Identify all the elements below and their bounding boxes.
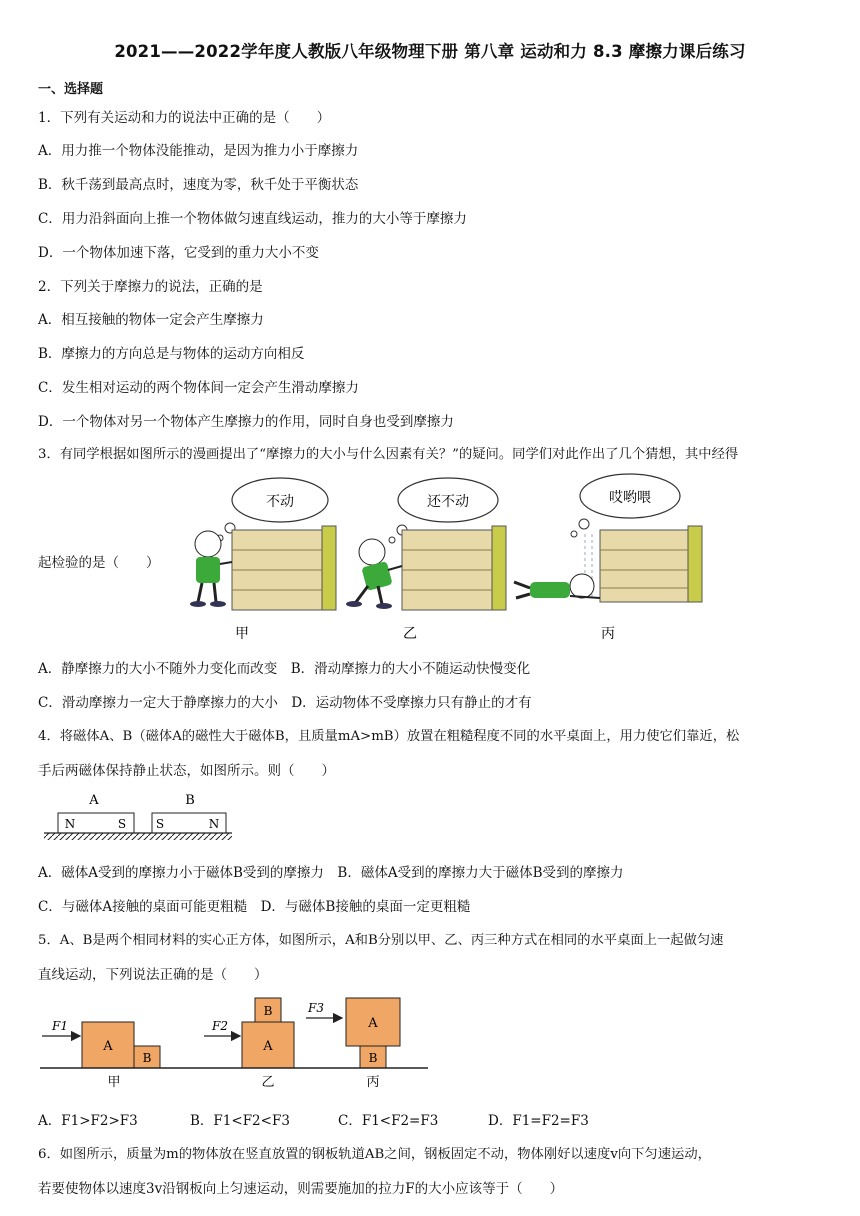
page-title: 2021——2022学年度人教版八年级物理下册 第八章 运动和力 8.3 摩擦力课后练习 <box>114 42 746 61</box>
panel-caption-yi: 乙 <box>403 626 417 642</box>
q4-stem-line1: 4．将磁体A、B（磁体A的磁性大于磁体B，且质量mA>mB）放置在粗糙程度不同的水平桌面上，用力使它们靠近，松 <box>38 729 740 744</box>
q4-options-cd: C．与磁体A接触的桌面可能更粗糙 D．与磁体B接触的桌面一定更粗糙 <box>38 899 471 915</box>
magnet-b-pole-n: N <box>208 817 220 831</box>
block-b-jia-label: B <box>142 1051 152 1065</box>
force-f1-label: F1 <box>52 1019 68 1033</box>
block-b-bing-label: B <box>368 1051 378 1065</box>
q2-option-c: C．发生相对运动的两个物体间一定会产生滑动摩擦力 <box>38 380 359 396</box>
panel-caption-jia: 甲 <box>235 626 249 642</box>
q3-stem-line2: 起检验的是（ ） <box>38 555 160 571</box>
q5-blocks-figure <box>36 990 436 1094</box>
force-f3-label: F3 <box>308 1001 324 1015</box>
bubble-jia-text: 不动 <box>266 494 294 510</box>
q3-options-ab: A．静摩擦力的大小不随外力变化而改变 B．滑动摩擦力的大小不随运动快慢变化 <box>38 661 531 677</box>
q4-stem-line2: 手后两磁体保持静止状态，如图所示。则（ ） <box>38 763 335 779</box>
q2-stem: 2．下列关于摩擦力的说法，正确的是 <box>38 279 263 295</box>
q1-stem: 1．下列有关运动和力的说法中正确的是（ ） <box>38 110 331 126</box>
bubble-yi-text: 还不动 <box>427 494 469 510</box>
caption-jia: 甲 <box>107 1075 121 1090</box>
q2-option-d: D．一个物体对另一个物体产生摩擦力的作用，同时自身也受到摩擦力 <box>38 414 454 430</box>
q1-option-a: A．用力推一个物体没能推动，是因为推力小于摩擦力 <box>38 143 359 159</box>
q1-option-b: B．秋千荡到最高点时，速度为零，秋千处于平衡状态 <box>38 177 359 193</box>
q5-stem-line1: 5．A、B是两个相同材料的实心正方体，如图所示，A和B分别以甲、乙、丙三种方式在相同的水平桌面上一起做匀速 <box>38 933 724 948</box>
q4-options-ab: A．磁体A受到的摩擦力小于磁体B受到的摩擦力 B．磁体A受到的摩擦力大于磁体B受到的摩擦力 <box>38 865 624 881</box>
panel-caption-bing: 丙 <box>601 626 615 642</box>
q5-option-d: D．F1=F2=F3 <box>488 1113 589 1129</box>
magnet-b-label: B <box>185 793 195 808</box>
magnet-a-pole-n: N <box>64 817 76 831</box>
caption-bing: 丙 <box>366 1075 380 1090</box>
q6-stem-line2: 若要使物体以速度3v沿钢板向上匀速运动，则需要施加的拉力F的大小应该等于（ ） <box>38 1181 564 1197</box>
panel-yi <box>346 478 506 642</box>
q1-option-c: C．用力沿斜面向上推一个物体做匀速直线运动，推力的大小等于摩擦力 <box>38 211 467 227</box>
q5-option-b: B．F1<F2<F3 <box>190 1113 290 1129</box>
magnet-a-label: A <box>89 793 99 808</box>
q4-magnet-figure <box>40 788 240 844</box>
block-b-yi-label: B <box>263 1004 273 1018</box>
caption-yi: 乙 <box>261 1075 275 1090</box>
section-heading: 一、选择题 <box>38 82 104 97</box>
force-f2-label: F2 <box>212 1019 228 1033</box>
panel-bing <box>514 474 702 642</box>
q5-stem-line2: 直线运动，下列说法正确的是（ ） <box>38 967 268 983</box>
q3-cartoon-figure <box>170 470 710 650</box>
q3-options-cd: C．滑动摩擦力一定大于静摩擦力的大小 D．运动物体不受摩擦力只有静止的才有 <box>38 695 532 711</box>
q6-stem-line1: 6．如图所示，质量为m的物体放在竖直放置的钢板轨道AB之间，钢板固定不动，物体刚好以速度v向下匀速运动， <box>38 1147 711 1162</box>
magnet-a-pole-s: S <box>117 817 127 831</box>
q2-option-a: A．相互接触的物体一定会产生摩擦力 <box>38 312 264 328</box>
block-a-yi-label: A <box>263 1039 273 1054</box>
q5-option-a: A．F1>F2>F3 <box>38 1113 138 1129</box>
block-a-bing-label: A <box>368 1016 378 1031</box>
table-surface <box>44 833 232 840</box>
q3-stem-line1: 3．有同学根据如图所示的漫画提出了“摩擦力的大小与什么因素有关？”的疑问。同学们对此作出了几个猜想，其中经得 <box>38 447 739 462</box>
bubble-bing-text: 哎哟喂 <box>609 490 651 506</box>
q5-option-c: C．F1<F2=F3 <box>338 1113 439 1129</box>
block-a-jia-label: A <box>103 1039 113 1054</box>
magnet-b-pole-s: S <box>155 817 165 831</box>
q2-option-b: B．摩擦力的方向总是与物体的运动方向相反 <box>38 346 305 362</box>
q1-option-d: D．一个物体加速下落，它受到的重力大小不变 <box>38 245 319 261</box>
panel-jia <box>190 478 336 642</box>
